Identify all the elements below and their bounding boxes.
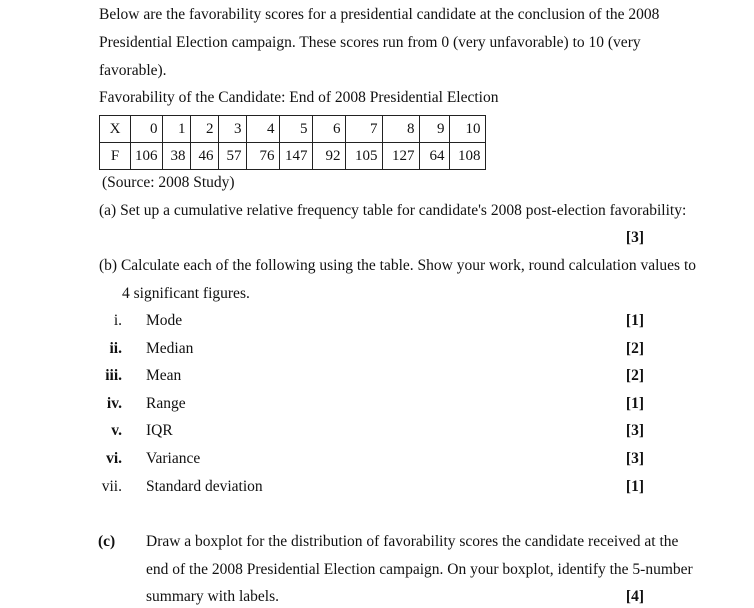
item-label: Mean [146, 367, 182, 384]
part-c-marks: [4] [625, 588, 644, 605]
f-header-cell: F [100, 143, 131, 170]
x-cell: 0 [131, 116, 163, 143]
source-note: (Source: 2008 Study) [102, 174, 235, 191]
x-cell: 10 [449, 116, 485, 143]
x-cell: 2 [190, 116, 218, 143]
f-cell: 64 [419, 143, 449, 170]
x-cell: 4 [246, 116, 279, 143]
item-marks: [1] [625, 478, 644, 495]
item-number: iv. [106, 395, 122, 412]
f-cell: 46 [190, 143, 218, 170]
x-cell: 5 [279, 116, 312, 143]
item-label: Range [146, 395, 186, 412]
f-cell: 105 [345, 143, 382, 170]
f-cell: 92 [312, 143, 345, 170]
item-number: vi. [106, 450, 122, 467]
item-label: Mode [146, 312, 183, 329]
x-header-cell: X [100, 116, 131, 143]
item-number: i. [113, 312, 122, 329]
x-cell: 6 [312, 116, 345, 143]
part-c-number: (c) [98, 533, 116, 550]
item-marks: [2] [625, 340, 644, 357]
f-cell: 57 [218, 143, 246, 170]
item-marks: [1] [625, 395, 644, 412]
item-label: Variance [146, 450, 201, 467]
intro-line-3: favorable). [99, 62, 167, 79]
part-c-line-2: end of the 2008 Presidential Election campaign. On your boxplot, identify the 5-number [146, 561, 693, 578]
x-cell: 3 [218, 116, 246, 143]
x-cell: 8 [382, 116, 419, 143]
f-cell: 38 [162, 143, 190, 170]
part-a-marks: [3] [625, 229, 644, 246]
x-cell: 1 [162, 116, 190, 143]
item-number: vii. [101, 478, 122, 495]
intro-line-1: Below are the favorability scores for a presidential candidate at the conclusion of the 2008 [99, 6, 660, 23]
f-cell: 147 [279, 143, 312, 170]
f-cell: 76 [246, 143, 279, 170]
x-cell: 9 [419, 116, 449, 143]
table-row-x [100, 116, 486, 143]
item-marks: [2] [625, 367, 644, 384]
item-marks: [3] [625, 422, 644, 439]
x-cell: 7 [345, 116, 382, 143]
item-number: ii. [109, 340, 122, 357]
part-a-text: (a) Set up a cumulative relative frequency table for candidate's 2008 post-election favorability: [99, 202, 687, 219]
part-c-line-3: summary with labels. [146, 588, 280, 605]
part-b-line-1: (b) Calculate each of the following using the table. Show your work, round calculation values to [99, 257, 697, 274]
table-title: Favorability of the Candidate: End of 2008 Presidential Election [99, 89, 499, 106]
item-marks: [1] [625, 312, 644, 329]
item-number: v. [111, 422, 122, 439]
item-label: IQR [146, 422, 173, 439]
f-cell: 127 [382, 143, 419, 170]
f-cell: 108 [449, 143, 485, 170]
item-number: iii. [105, 367, 122, 384]
f-cell: 106 [131, 143, 163, 170]
part-c-line-1: Draw a boxplot for the distribution of favorability scores the candidate received at the [146, 533, 679, 550]
item-label: Median [146, 340, 194, 357]
table-row-f [100, 143, 486, 170]
item-marks: [3] [625, 450, 644, 467]
item-label: Standard deviation [146, 478, 263, 495]
intro-line-2: Presidential Election campaign. These scores run from 0 (very unfavorable) to 10 (very [99, 34, 641, 51]
frequency-table [99, 115, 486, 170]
part-b-line-2: 4 significant figures. [122, 285, 250, 302]
